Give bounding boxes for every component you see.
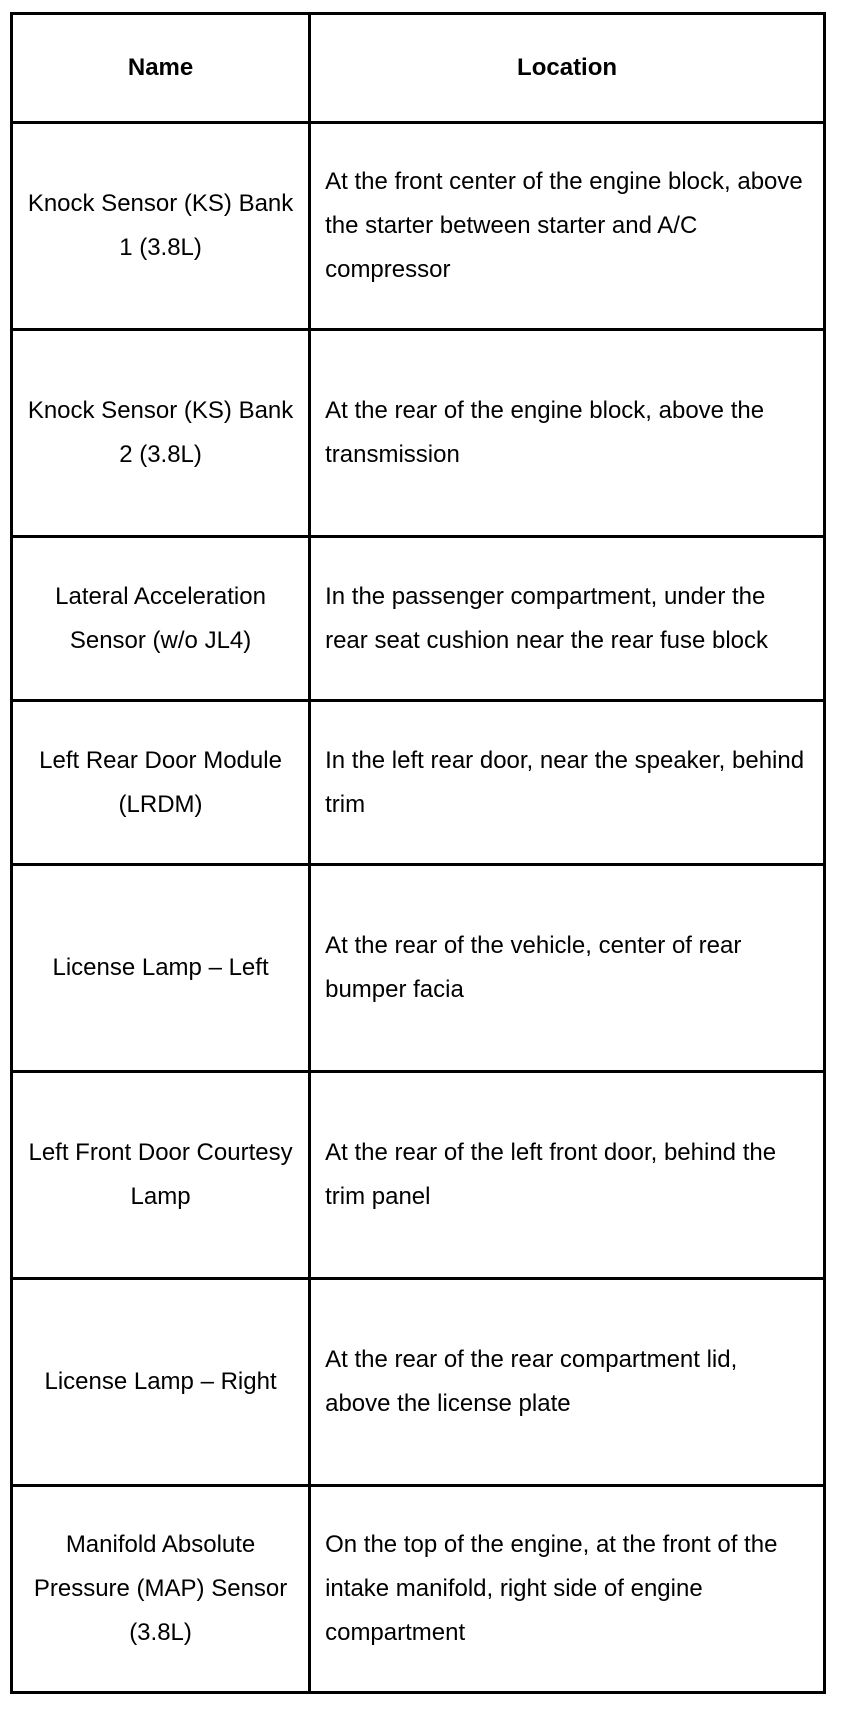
table-row [12, 701, 825, 865]
table-row [12, 1279, 825, 1486]
component-location: At the rear of the rear compartment lid, above the license plate [310, 1279, 825, 1486]
component-name: Left Rear Door Module (LRDM) [12, 701, 310, 865]
component-name: Left Front Door Courtesy Lamp [12, 1072, 310, 1279]
component-location: In the passenger compartment, under the rear seat cushion near the rear fuse block [310, 537, 825, 701]
table-row [12, 330, 825, 537]
component-location: In the left rear door, near the speaker, behind trim [310, 701, 825, 865]
table-row [12, 1072, 825, 1279]
table-row [12, 1486, 825, 1693]
table-row [12, 537, 825, 701]
component-location-table [10, 12, 826, 1694]
component-name: Knock Sensor (KS) Bank 1 (3.8L) [12, 123, 310, 330]
component-name: License Lamp – Right [12, 1279, 310, 1486]
component-name: Knock Sensor (KS) Bank 2 (3.8L) [12, 330, 310, 537]
component-name: License Lamp – Left [12, 865, 310, 1072]
table-row [12, 123, 825, 330]
component-location: At the rear of the vehicle, center of rear bumper facia [310, 865, 825, 1072]
component-location: At the front center of the engine block, above the starter between starter and A/C compressor [310, 123, 825, 330]
component-location: At the rear of the engine block, above the transmission [310, 330, 825, 537]
component-location: At the rear of the left front door, behind the trim panel [310, 1072, 825, 1279]
table-header-row [12, 14, 825, 123]
header-location: Location [310, 14, 825, 123]
table-row [12, 865, 825, 1072]
component-location: On the top of the engine, at the front of the intake manifold, right side of engine compartment [310, 1486, 825, 1693]
header-name: Name [12, 14, 310, 123]
component-name: Manifold Absolute Pressure (MAP) Sensor (3.8L) [12, 1486, 310, 1693]
component-name: Lateral Acceleration Sensor (w/o JL4) [12, 537, 310, 701]
